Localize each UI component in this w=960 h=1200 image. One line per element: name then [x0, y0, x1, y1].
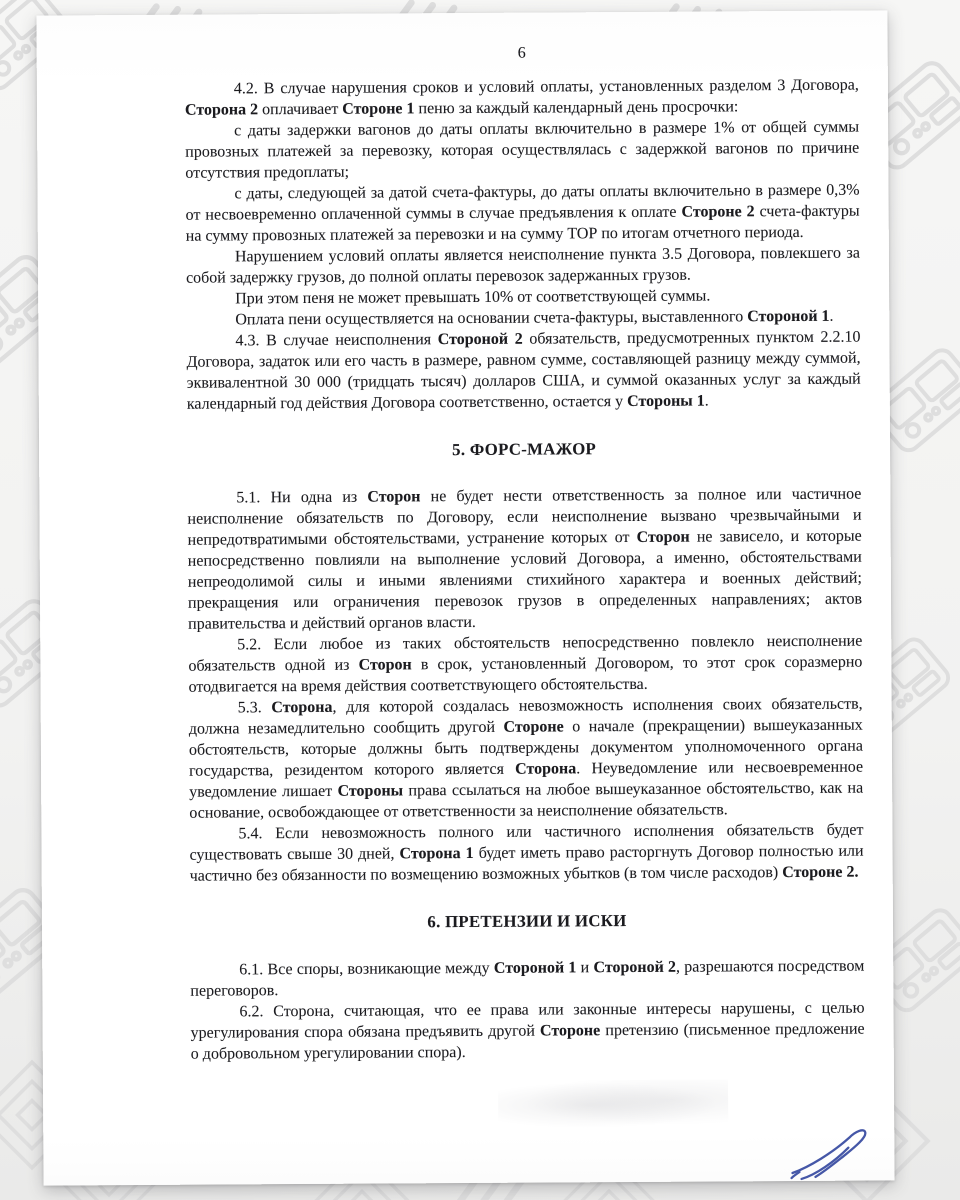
text-run: . — [829, 307, 834, 325]
document-content — [185, 41, 865, 1065]
text-run: не зависело, и которые непосредственно повлияли на выполнение условий Договора, а именно, обстоятельствами непреодолимой силы и иными явлениями стихийного характера и военных действий; прекращения или ограничения перевозок грузов в определенных направлениях; актов правительства и действий органов власти. — [187, 527, 863, 633]
text-run: 4.2. В случае нарушения сроков и условий оплаты, установленных разделом 3 Договора, — [233, 76, 859, 98]
text-run: 4.3. В случае неисполнения — [235, 331, 438, 350]
paragraph — [188, 631, 862, 698]
section-heading — [187, 437, 861, 462]
signature-ink — [789, 1118, 881, 1181]
text-run: права ссылаться на любое вышеуказанное обстоятельство, как на основание, освобождающее от ответственности за неисполнение обязательств. — [189, 779, 864, 822]
scan-artifact — [498, 1079, 728, 1130]
text-run: о начале (прекращении) вышеуказанных обстоятельств, которые должны быть подтверждены документом уполномоченного органа государства, резидентом которого является — [188, 716, 863, 780]
page-number: 6 — [517, 44, 526, 62]
text-run: счета-фактуры на сумму провозных платежей за перевозки и на сумму ТОР по итогам отчетного периода. — [185, 202, 860, 245]
bold-text-run: Стороной 1 — [747, 307, 830, 326]
bold-text-run: Сторона 2 — [184, 101, 259, 119]
text-run: не будет нести ответственность за полное или частичное неисполнение обязательств по Договору, если неисполнение вызвано чрезвычайными и непредотвратимыми обстоятельствами, устранение которых от — [187, 485, 862, 549]
bold-text-run: Сторона — [515, 760, 577, 778]
text-run: Нарушением условий оплаты является неисполнение пункта 3.5 Договора, повлекшего за собой задержку грузов, до полной оплаты перевозок задержанных грузов. — [185, 244, 860, 287]
bold-text-run: Стороной 2 — [593, 958, 677, 977]
bold-text-run: Стороны 1 — [627, 392, 705, 411]
bold-text-run: Стороной 1 — [493, 959, 577, 977]
text-run: , разрешаются посредством переговоров. — [190, 957, 865, 1000]
text-run: 5.2. Если любое из таких обстоятельств непосредственно повлекло неисполнение обязательств одной из — [188, 632, 863, 675]
bold-text-run: Сторон — [636, 528, 690, 546]
paragraph — [185, 117, 859, 184]
text-run: и — [576, 959, 594, 977]
text-run: . — [704, 392, 709, 410]
paragraph — [186, 327, 861, 415]
bold-text-run: Стороной 2 — [437, 330, 523, 349]
bold-text-run: 6. ПРЕТЕНЗИИ И ИСКИ — [427, 911, 627, 932]
text-run: оплачивает — [258, 100, 343, 119]
paragraph — [189, 694, 864, 824]
bold-text-run: Стороне 1 — [342, 100, 415, 118]
text-run: будет иметь право расторгнуть Договор полностью или частично без обязанности по возмещению возможных убытков (в том числе расходов) — [189, 842, 864, 885]
text-run: претензию (письменное предложение о добровольном урегулировании спора). — [190, 1020, 865, 1063]
paragraph — [190, 998, 864, 1065]
text-run: 6.2. Сторона, считающая, что ее права или законные интересы нарушены, с целью урегулирования спора обязана предъявить другой — [190, 999, 865, 1042]
paragraph — [189, 820, 863, 887]
bold-text-run: 5. ФОРС-МАЖОР — [452, 439, 597, 460]
bold-text-run: Стороне 2. — [782, 863, 859, 882]
bold-text-run: Стороне — [539, 1022, 601, 1040]
text-run: с даты задержки вагонов до даты оплаты включительно в размере 1% от общей суммы провозных платежей за перевозку, которая осуществлялась с задержкой вагонов по причине отсутствия предоплаты; — [185, 118, 860, 182]
text-run: обязательств, предусмотренных пунктом 2.2.10 Договора, задаток или его часть в размере, равном сумме, составляющей разницу между суммой, эквивалентной 30 000 (тридцать тысяч) долларов США, и суммой оказанных услуг за каждый календарный год действия Договора соответственно, остается у — [186, 328, 861, 413]
text-run: При этом пеня не может превышать 10% от соответствующей суммы. — [235, 287, 711, 308]
text-run: в срок, установленный Договором, то этот срок соразмерно отодвигается на время действия соответствующего обстоятельства. — [188, 653, 863, 696]
bold-text-run: Стороне — [503, 718, 564, 736]
text-run: , для которой создалась невозможность исполнения своих обязательств, должна незамедлительно сообщить другой — [188, 695, 863, 738]
text-run: Оплата пени осуществляется на основании счета-фактуры, выставленного — [235, 308, 748, 329]
text-run: 6.1. Все споры, возникающие между — [239, 959, 494, 979]
text-run: . Неуведомление или несвоевременное уведомление лишает — [189, 758, 864, 801]
text-run: 5.1. Ни одна из — [236, 488, 368, 507]
text-run: 5.3. — [237, 699, 272, 717]
section-heading — [190, 909, 864, 934]
text-run: пеню за каждый календарный день просрочки: — [414, 98, 739, 118]
paragraph — [190, 956, 864, 1002]
text-run: 5.4. Если невозможность полного или частичного исполнения обязательств будет существовать свыше 30 дней, — [189, 821, 864, 864]
bold-text-run: Сторон — [358, 656, 412, 674]
bold-text-run: Стороны — [337, 782, 404, 800]
paragraph — [185, 75, 859, 121]
bold-text-run: Сторона — [271, 698, 333, 717]
bold-text-run: Сторона 1 — [399, 844, 474, 863]
paragraph — [185, 180, 859, 247]
document-page — [36, 10, 894, 1185]
text-run: с даты, следующей за датой счета-фактуры, до даты оплаты включительно в размере 0,3% от несвоевременно оплаченной суммы в случае предъявления к оплате — [185, 181, 860, 224]
bold-text-run: Сторон — [367, 488, 421, 506]
document-body — [185, 75, 865, 1065]
paragraph — [186, 243, 860, 289]
bold-text-run: Стороне 2 — [681, 203, 755, 221]
paragraph — [187, 484, 862, 635]
